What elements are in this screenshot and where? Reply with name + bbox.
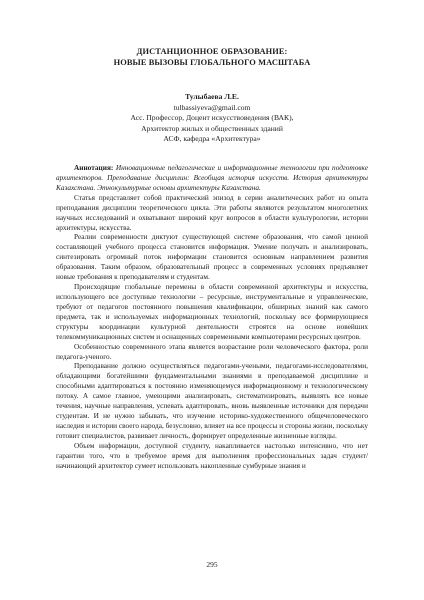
paragraph-3: Происходящие глобальные перемены в области современной архитектуры и искусства, использующего все доступные технологии – ресурсные, инструментальные и управленческие, требуют от педагогов постоянного повышения квалификации, обширных знаний как самого предмета, так и используемых информационных технологий, поскольку все формирующиеся структуры координации культурной деятельности строятся на основе новейших телекоммуникационных систем и оснащенных современными компьютерами ресурсных центров. bbox=[56, 282, 368, 341]
title-line-2: НОВЫЕ ВЫЗОВЫ ГЛОБАЛЬНОГО МАСШТАБА bbox=[113, 58, 311, 67]
abstract-text: Инновационные педагогические и информационные технологии при подготовке архитекторов. Преподавание дисциплин: Всеобщая история искусств. История архитектуры Казахстана. Этнокультурные основы архитектуры Казахстана. bbox=[56, 163, 368, 192]
paragraph-2: Реалии современности диктуют существующей системе образования, что самой ценной составляющей учебного процесса становится информация. Умение получать и анализировать, синтезировать огромный поток информации становится основным направлением развития образования. Таким образом, образовательный процесс в современных условиях предъявляет новые требования к преподавателям и студентам. bbox=[56, 232, 368, 282]
abstract bbox=[56, 163, 368, 193]
paper-title bbox=[40, 46, 384, 68]
paragraph-5: Преподавание должно осуществляться педагогами-учеными, педагогами-исследователями, обладающими богатейшими фундаментальными знаниями в преподаваемой дисциплине и способными адаптироваться к постоянно изменяющемуся информационному и технологическому потоку. А самое главное, умеющими анализировать, систематизировать, выявлять все новые течения, научные направления, успевать адаптировать, вновь выявленные источники для передачи студентам. И не нужно забывать, что изучение историко-художественного общечеловеческого наследия и истории своего народа, безусловно, влияет на все процессы и стороны жизни, поскольку готовит специалистов, развивает личность, формирует определенные жизненные взгляды. bbox=[56, 361, 368, 440]
page-number: 295 bbox=[206, 560, 218, 569]
author-department: Архитектор жилых и общественных зданий bbox=[141, 123, 283, 133]
paragraph-4: Особенностью современного этапа является возрастание роли человеческого фактора, роли педагога-ученого. bbox=[56, 341, 368, 361]
author-block bbox=[60, 92, 364, 145]
author-name: Тулыбаева Л.Е. bbox=[185, 92, 239, 101]
title-line-1: ДИСТАНЦИОННОЕ ОБРАЗОВАНИЕ: bbox=[136, 47, 288, 56]
paragraph-1: Статья представляет собой практический эпизод в серии аналитических работ из опыта преподавания дисциплин теоретического цикла. Эти работы являются результатом многолетних научных исследований и охватывают широкий круг вопросов в области культурологии, истории архитектуры, искусства. bbox=[56, 192, 368, 232]
paragraph-6: Объем информации, доступной студенту, накапливается настолько интенсивно, что нет гарантии того, что в требуемое время для выполнения профессиональных задач студент/начинающий архитектор сумеет использовать накопленные сумбурные знания и bbox=[56, 440, 368, 470]
author-affiliation: АСФ, кафедра «Архитектура» bbox=[163, 134, 261, 143]
body-text bbox=[56, 163, 368, 471]
abstract-label: Аннотация: bbox=[74, 163, 114, 172]
author-email: tulbassiyeva@gmail.com bbox=[173, 102, 251, 112]
author-position: Асс. Профессор, Доцент искусствоведения (ВАК), bbox=[130, 113, 294, 122]
